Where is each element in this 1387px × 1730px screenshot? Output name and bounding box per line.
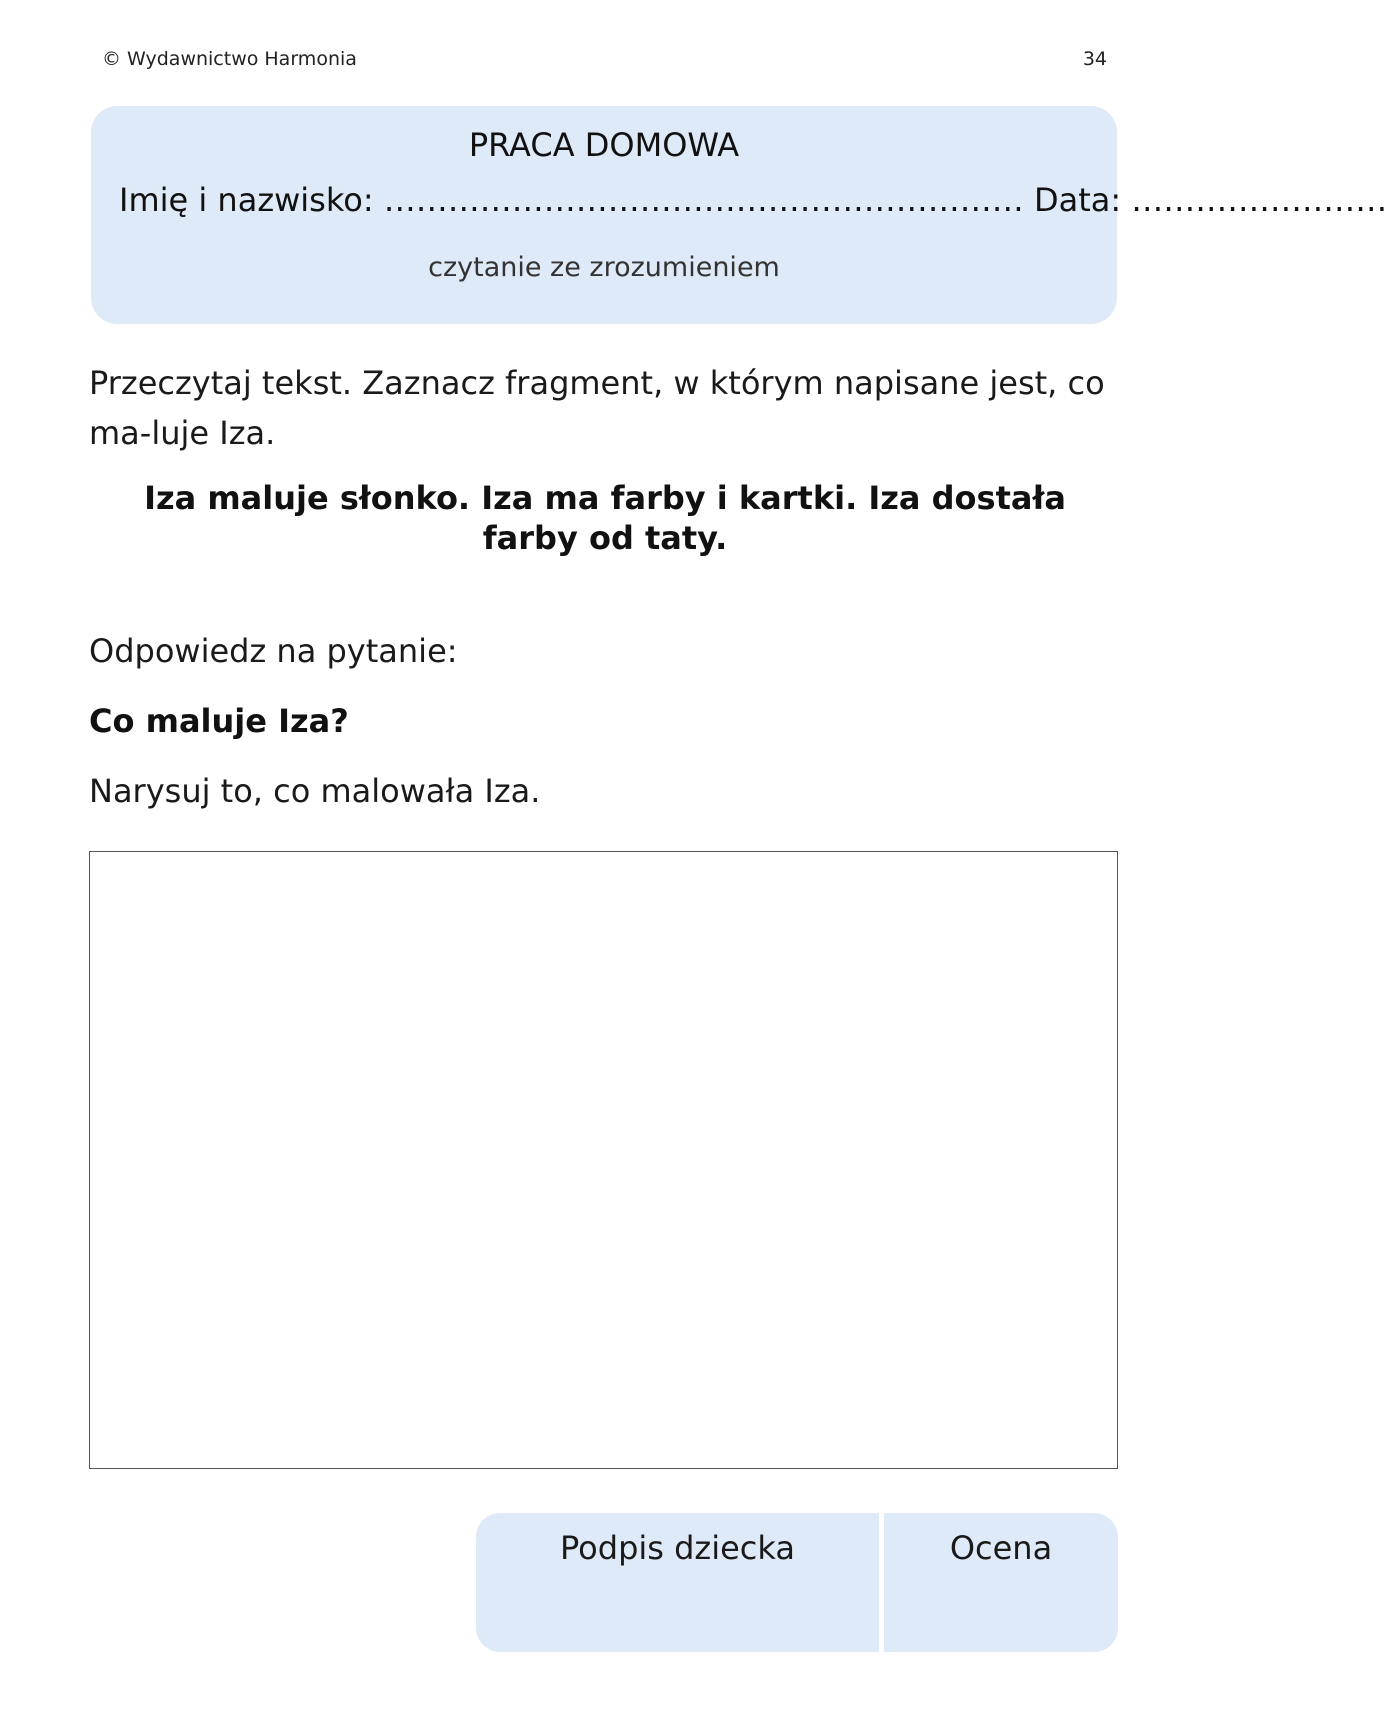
grade-label: Ocena: [949, 1529, 1053, 1567]
task-instruction: Przeczytaj tekst. Zaznacz fragment, w którym napisane jest, co ma-luje Iza.: [89, 364, 1105, 452]
worksheet-subtitle: czytanie ze zrozumieniem: [428, 252, 780, 283]
name-date-line: [119, 181, 1387, 219]
signature-box[interactable]: [476, 1513, 879, 1652]
question: Co maluje Iza?: [89, 702, 349, 740]
reading-text[interactable]: Iza maluje słonko. Iza ma farby i kartki. Iza dostała farby od taty.: [144, 479, 1066, 557]
copyright-notice: © Wydawnictwo Harmonia: [102, 48, 357, 70]
signature-label: Podpis dziecka: [560, 1529, 795, 1567]
answer-prompt: Odpowiedz na pytanie:: [89, 632, 458, 670]
name-label: Imię i nazwisko:: [119, 181, 374, 219]
header-box: [91, 106, 1387, 324]
date-label: Data:: [1033, 181, 1122, 219]
page-title: PRACA DOMOWA: [468, 126, 740, 164]
name-field[interactable]: ……………………………………………………: [383, 181, 1024, 219]
drawing-area[interactable]: [89, 851, 1118, 1469]
date-field[interactable]: ……………………: [1131, 181, 1387, 219]
page-number: 34: [1082, 48, 1107, 70]
grade-box[interactable]: [884, 1513, 1118, 1652]
draw-instruction: Narysuj to, co malowała Iza.: [89, 772, 541, 810]
